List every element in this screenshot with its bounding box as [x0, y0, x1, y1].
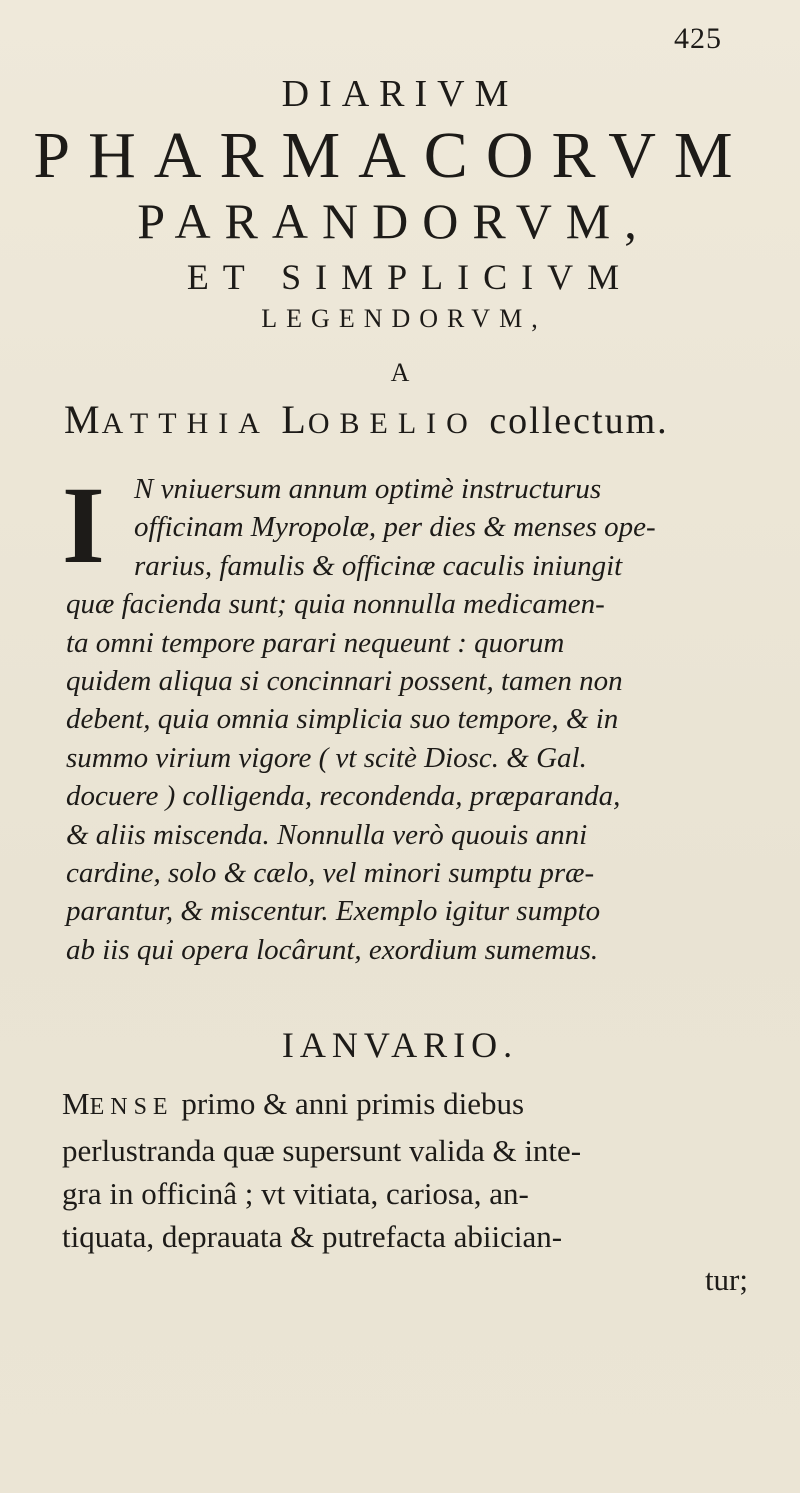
intro-line: debent, quia omnia simplicia suo tempore, & in	[66, 703, 619, 736]
title-line-a: A	[390, 358, 410, 387]
intro-line: rarius, famulis & officinæ caculis iniungit	[134, 549, 623, 582]
title-line-diarium: DIARIVM	[281, 73, 519, 115]
body-line-first	[62, 1082, 752, 1129]
intro-line: cardine, solo & cælo, vel minori sumptu præ-	[66, 857, 595, 890]
section-heading: IANVARIO.	[281, 1025, 519, 1065]
intro-line: ta omni tempore parari nequeunt : quorum	[66, 626, 565, 659]
intro-line: summo virium vigore ( vt scitè Diosc. & Gal.	[66, 741, 587, 774]
body-line-catchword: tur;	[704, 1262, 748, 1297]
intro-line: & aliis miscenda. Nonnulla verò quouis anni	[66, 818, 588, 851]
intro-line: quæ facienda sunt; quia nonnulla medicamen-	[66, 588, 605, 621]
title-line-parandorum: PARANDORVM,	[137, 193, 651, 249]
body-line: perlustranda quæ supersunt valida & inte-	[62, 1133, 582, 1168]
page-number: 425	[674, 22, 722, 55]
intro-line: N vniuersum annum optimè instructurus	[134, 473, 602, 505]
author-suffix: collectum.	[489, 400, 669, 442]
intro-line: ab iis qui opera locârunt, exordium sumemus.	[66, 933, 599, 966]
intro-line: docuere ) colligenda, recondenda, præparanda,	[66, 780, 621, 813]
intro-line: quidem aliqua si concinnari possent, tamen non	[66, 665, 623, 698]
body-line: gra in officinâ ; vt vitiata, cariosa, an-	[62, 1176, 529, 1211]
author-surname: OBELIO	[307, 407, 478, 440]
title-line-legendorum: LEGENDORVM,	[261, 304, 547, 333]
body-line: tiquata, deprauata & putrefacta abiician-	[62, 1219, 563, 1254]
intro-line: parantur, & miscentur. Exemplo igitur sumpto	[66, 895, 601, 928]
body-first-word: ENSE	[89, 1094, 174, 1120]
author-surname-initial: L	[281, 397, 308, 442]
body-line: primo & anni primis diebus	[181, 1086, 525, 1121]
drop-cap: I	[62, 464, 105, 586]
body-initial: M	[62, 1086, 90, 1121]
intro-line: officinam Myropolæ, per dies & menses ope-	[134, 511, 656, 544]
body-paragraph	[62, 1082, 752, 1301]
author-line	[64, 396, 744, 443]
title-line-et-simplicium: ET SIMPLICIVM	[186, 257, 634, 297]
title-line-pharmacorum: PHARMACORVM	[33, 119, 751, 192]
intro-paragraph	[66, 470, 750, 969]
author-initial: M	[64, 397, 102, 442]
author-first-name: ATTHIA	[101, 407, 270, 440]
